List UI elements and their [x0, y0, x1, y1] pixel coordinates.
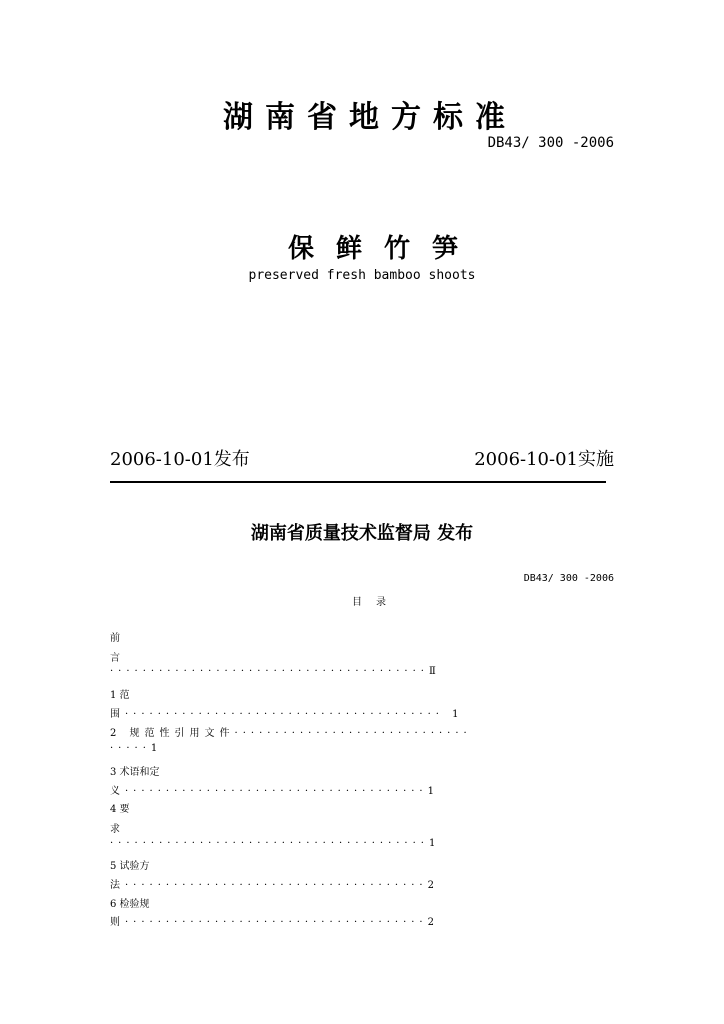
document-title-en: preserved fresh bamboo shoots [248, 268, 476, 283]
standard-title: 湖南省地方标准 [223, 100, 517, 135]
toc-line: 求 [110, 824, 120, 835]
toc-line: 2 规范性引用文件····························· [110, 728, 472, 739]
toc-line: 言 [110, 653, 120, 664]
toc-line: 围······································· 1 [110, 709, 464, 720]
toc-line: ·······································Ⅱ [110, 666, 441, 677]
toc-line: 5 试验方 [110, 861, 150, 872]
divider-rule [110, 481, 606, 483]
toc-line: 法·····································2 [110, 880, 439, 891]
toc-line: 则·····································2 [110, 917, 439, 928]
toc-line: 3 术语和定 [110, 767, 160, 778]
toc-line: 6 检验规 [110, 899, 150, 910]
toc-line: 义·····································1 [110, 786, 439, 797]
publisher: 湖南省质量技术监督局 发布 [250, 523, 474, 544]
document-title-cn: 保鲜竹笋 [287, 234, 480, 264]
toc-line: ·······································1 [110, 838, 441, 849]
standard-code: DB43/ 300 -2006 [487, 135, 614, 151]
publish-date: 2006-10-01发布 [110, 449, 250, 470]
toc-line: 前 [110, 633, 120, 644]
toc-standard-code: DB43/ 300 -2006 [523, 573, 614, 584]
toc-heading: 目录 [352, 597, 400, 608]
toc-line: ·····1 [110, 743, 163, 754]
implement-date: 2006-10-01实施 [474, 449, 614, 470]
toc-line: 4 要 [110, 804, 130, 815]
toc-line: 1 范 [110, 690, 130, 701]
